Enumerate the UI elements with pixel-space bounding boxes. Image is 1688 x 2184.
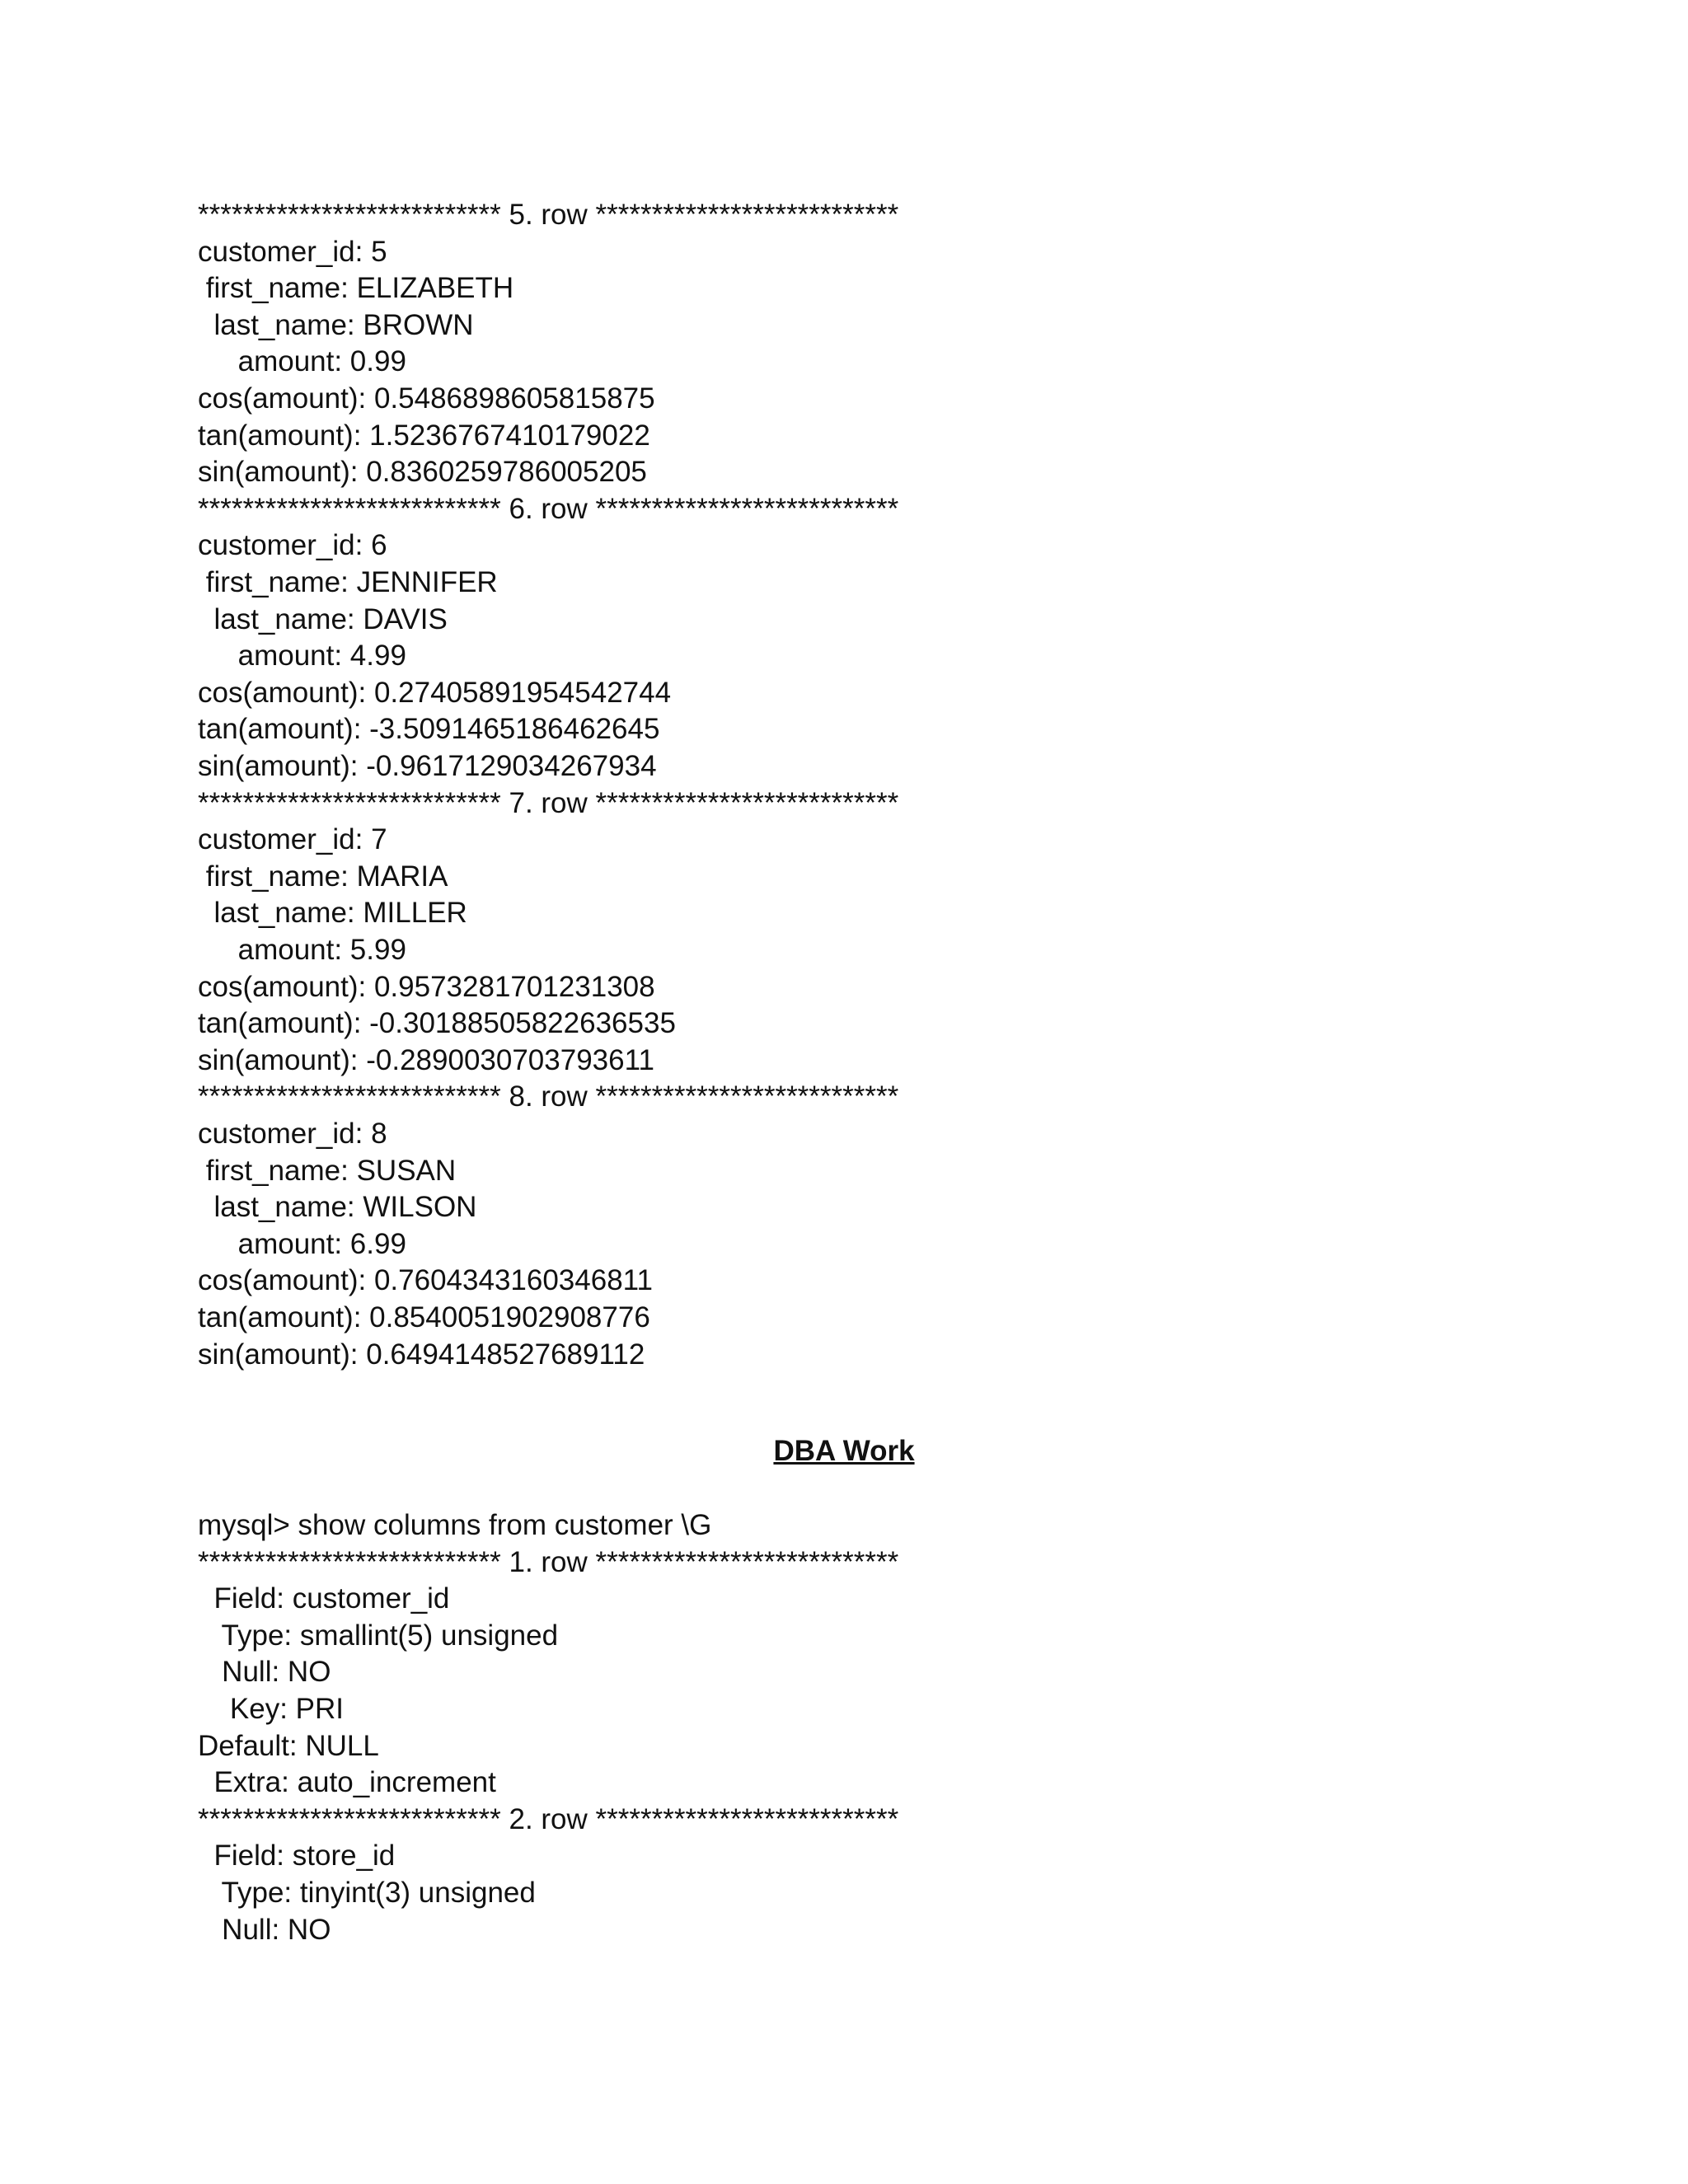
row-separator: *************************** 6. row ***************************	[198, 492, 899, 525]
output-line: last_name: MILLER	[198, 897, 467, 930]
output-line: Default: NULL	[198, 1729, 379, 1762]
output-line: last_name: WILSON	[198, 1191, 477, 1224]
output-line: first_name: MARIA	[198, 860, 448, 893]
output-line: sin(amount): -0.9617129034267934	[198, 750, 657, 782]
row-separator: *************************** 7. row ***************************	[198, 786, 899, 819]
output-line: amount: 5.99	[198, 934, 406, 966]
output-line: first_name: ELIZABETH	[198, 272, 514, 305]
output-line: amount: 6.99	[198, 1227, 406, 1260]
output-line: first_name: JENNIFER	[198, 566, 498, 598]
output-line: tan(amount): 1.5236767410179022	[198, 419, 650, 452]
output-line: sin(amount): 0.6494148527689112	[198, 1338, 645, 1371]
output-line: tan(amount): -0.30188505822636535	[198, 1007, 676, 1040]
output-line: cos(amount): 0.9573281701231308	[198, 970, 655, 1003]
output-line: cos(amount): 0.7604343160346811	[198, 1264, 654, 1297]
output-line: mysql> show columns from customer \G	[198, 1509, 712, 1541]
row-separator: *************************** 8. row ***************************	[198, 1080, 899, 1113]
output-line: last_name: DAVIS	[198, 602, 448, 635]
section-heading: DBA Work	[773, 1435, 915, 1467]
output-line: Null: NO	[198, 1913, 331, 1946]
output-line: Field: store_id	[198, 1840, 396, 1872]
output-line: cos(amount): 0.27405891954542744	[198, 676, 672, 709]
output-line: Type: tinyint(3) unsigned	[198, 1877, 536, 1909]
output-line: first_name: SUSAN	[198, 1154, 457, 1187]
output-line: customer_id: 7	[198, 823, 387, 856]
output-line: Key: PRI	[198, 1693, 344, 1725]
output-line: tan(amount): 0.8540051902908776	[198, 1301, 650, 1333]
output-line: Null: NO	[198, 1656, 331, 1689]
row-separator: *************************** 2. row ***************************	[198, 1802, 899, 1835]
output-line: amount: 0.99	[198, 345, 406, 378]
output-line: sin(amount): -0.2890030703793611	[198, 1043, 654, 1076]
output-line: sin(amount): 0.8360259786005205	[198, 456, 647, 489]
output-line: Field: customer_id	[198, 1582, 450, 1615]
output-line: last_name: BROWN	[198, 308, 474, 341]
output-line: tan(amount): -3.5091465186462645	[198, 713, 660, 746]
output-line: customer_id: 8	[198, 1118, 387, 1150]
row-separator: *************************** 1. row ***************************	[198, 1545, 899, 1578]
output-line: Extra: auto_increment	[198, 1766, 496, 1799]
row-separator: *************************** 5. row ***************************	[198, 199, 899, 231]
output-line: amount: 4.99	[198, 640, 406, 673]
output-line: Type: smallint(5) unsigned	[198, 1619, 559, 1652]
output-line: cos(amount): 0.5486898605815875	[198, 382, 655, 415]
output-line: customer_id: 5	[198, 235, 387, 268]
output-line: customer_id: 6	[198, 529, 387, 562]
